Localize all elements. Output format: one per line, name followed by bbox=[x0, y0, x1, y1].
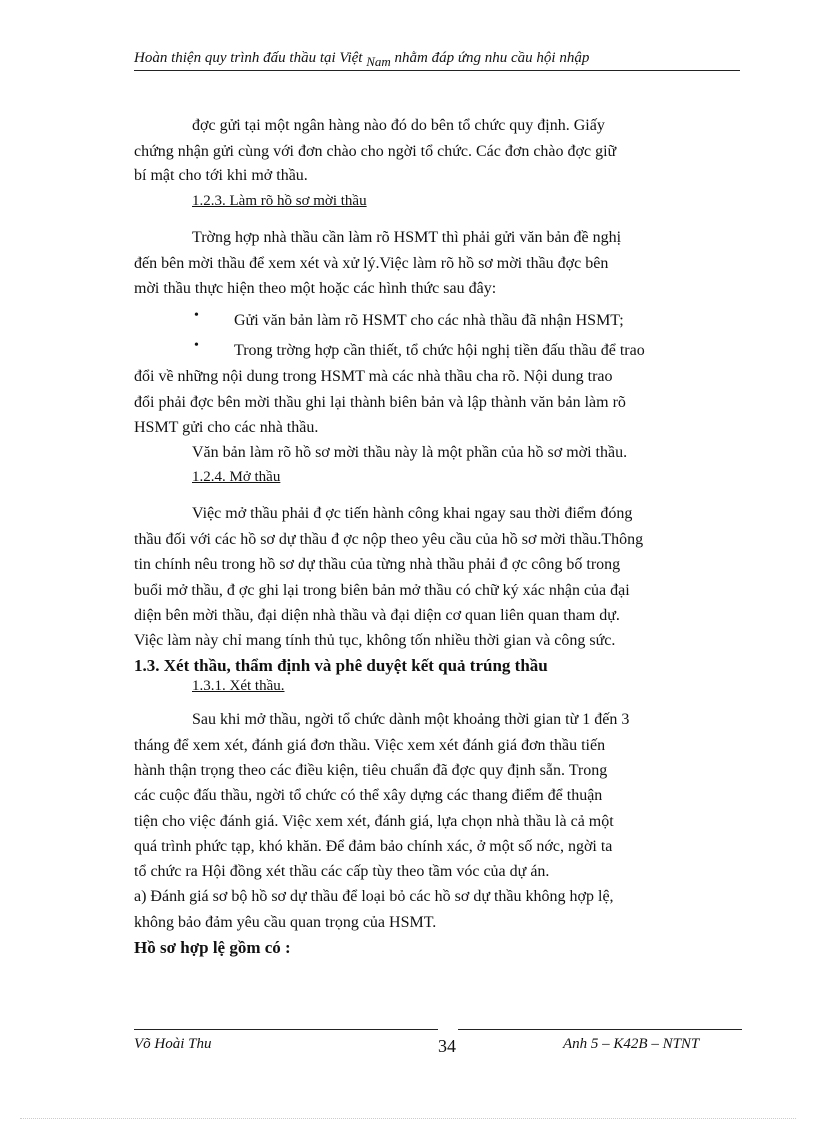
body-line: bí mật cho tới khi mở thầu. bbox=[134, 167, 308, 184]
body-line: tổ chức ra Hội đồng xét thầu các cấp tùy theo tầm vóc của dự án. bbox=[134, 863, 550, 880]
body-line: đổi về những nội dung trong HSMT mà các nhà thầu cha rõ. Nội dung trao bbox=[134, 368, 613, 385]
section-heading-1-3: 1.3. Xét thầu, thẩm định và phê duyệt kết quả trúng thầu bbox=[134, 656, 548, 675]
body-line: Trờng hợp nhà thầu cần làm rõ HSMT thì phải gửi văn bản đề nghị bbox=[192, 229, 622, 246]
footer-class: Anh 5 – K42B – NTNT bbox=[563, 1036, 700, 1052]
body-line: a) Đánh giá sơ bộ hồ sơ dự thầu để loại bỏ các hồ sơ dự thầu không hợp lệ, bbox=[134, 888, 614, 905]
body-line: chứng nhận gửi cùng với đơn chào cho ngời tổ chức. Các đơn chào đợc giữ bbox=[134, 143, 617, 160]
subheading-valid-dossier: Hồ sơ hợp lệ gồm có : bbox=[134, 938, 291, 957]
body-line: đổi phải đợc bên mời thầu ghi lại thành biên bản và lập thành văn bản làm rõ bbox=[134, 394, 626, 411]
body-line: Văn bản làm rõ hồ sơ mời thầu này là một phần của hồ sơ mời thầu. bbox=[192, 444, 628, 461]
footer-author: Võ Hoài Thu bbox=[134, 1036, 212, 1052]
body-line: thầu đối với các hồ sơ dự thầu đ ợc nộp theo yêu cầu của hồ sơ mời thầu.Thông bbox=[134, 531, 644, 548]
footer-rule-right bbox=[458, 1029, 742, 1030]
bullet-item: Gửi văn bản làm rõ HSMT cho các nhà thầu đã nhận HSMT; bbox=[234, 312, 624, 329]
body-line: tin chính nêu trong hồ sơ dự thầu của từng nhà thầu phải đ ợc công bố trong bbox=[134, 556, 621, 573]
body-line: mời thầu thực hiện theo một hoặc các hình thức sau đây: bbox=[134, 280, 497, 297]
body-line: Việc làm này chỉ mang tính thủ tục, không tốn nhiều thời gian và công sức. bbox=[134, 632, 616, 649]
section-heading-1-2-3: 1.2.3. Làm rõ hồ sơ mời thầu bbox=[192, 193, 367, 209]
section-heading-1-2-4: 1.2.4. Mở thầu bbox=[192, 469, 281, 485]
header-text: Hoàn thiện quy trình đấu thầu tại Việt bbox=[134, 50, 367, 66]
body-line: tiện cho việc đánh giá. Việc xem xét, đánh giá, lựa chọn nhà thầu là cả một bbox=[134, 813, 614, 830]
body-line: diện bên mời thầu, đại diện nhà thầu và đại diện cơ quan liên quan tham dự. bbox=[134, 607, 620, 624]
bullet-icon: • bbox=[194, 338, 199, 353]
bullet-icon: • bbox=[194, 308, 199, 323]
body-line: đến bên mời thầu để xem xét và xử lý.Việc làm rõ hồ sơ mời thầu đợc bên bbox=[134, 255, 609, 272]
header-text-subscript: Nam bbox=[366, 54, 391, 69]
running-header bbox=[134, 48, 740, 71]
page-bottom-divider bbox=[20, 1118, 796, 1119]
body-line: HSMT gửi cho các nhà thầu. bbox=[134, 419, 319, 436]
section-heading-1-3-1: 1.3.1. Xét thầu. bbox=[192, 678, 285, 694]
page-number: 34 bbox=[438, 1036, 456, 1056]
body-line: hành thận trọng theo các điều kiện, tiêu chuẩn đã đợc quy định sẵn. Trong bbox=[134, 762, 608, 779]
bullet-item: Trong trờng hợp cần thiết, tổ chức hội nghị tiền đấu thầu để trao bbox=[234, 342, 645, 359]
body-line: các cuộc đấu thầu, ngời tổ chức có thể xây dựng các thang điểm để thuận bbox=[134, 787, 603, 804]
header-text-end: nhằm đáp ứng nhu cầu hội nhập bbox=[390, 50, 590, 66]
body-line: không bảo đảm yêu cầu quan trọng của HSMT. bbox=[134, 914, 437, 931]
footer-rule-left bbox=[134, 1029, 438, 1030]
body-line: tháng để xem xét, đánh giá đơn thầu. Việc xem xét đánh giá đơn thầu tiến bbox=[134, 737, 606, 754]
body-line: buổi mở thầu, đ ợc ghi lại trong biên bản mở thầu có chữ ký xác nhận của đại bbox=[134, 582, 630, 599]
body-line: Việc mở thầu phải đ ợc tiến hành công khai ngay sau thời điểm đóng bbox=[192, 505, 633, 522]
body-line: đợc gửi tại một ngân hàng nào đó do bên tổ chức quy định. Giấy bbox=[192, 117, 605, 134]
body-line: Sau khi mở thầu, ngời tổ chức dành một khoảng thời gian từ 1 đến 3 bbox=[192, 711, 630, 728]
body-line: quá trình phức tạp, khó khăn. Để đảm bảo chính xác, ở một số nớc, ngời ta bbox=[134, 838, 613, 855]
